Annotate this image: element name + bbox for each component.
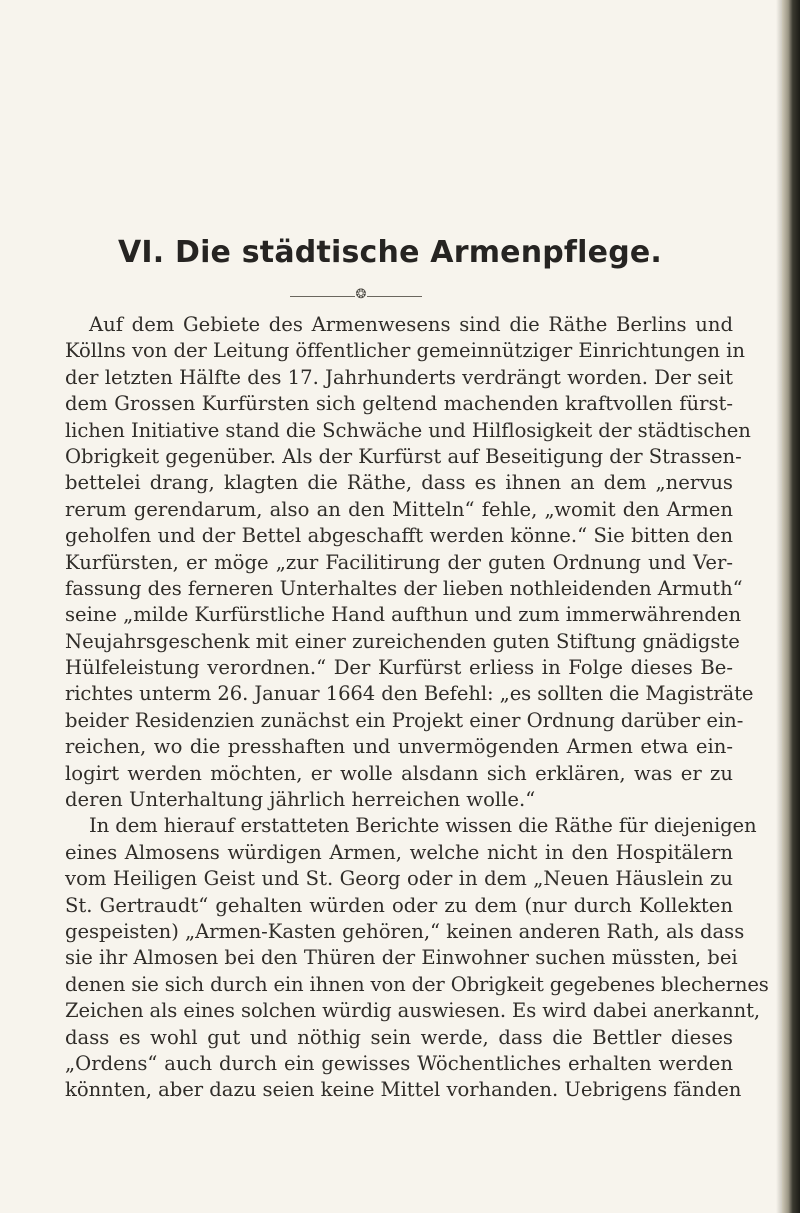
text-line: denen sie sich durch ein ihnen von der Obrigkeit gegebenes blechernes [65, 972, 769, 996]
text-line: „Ordens“ auch durch ein gewisses Wöchentliches erhalten werden [65, 1051, 733, 1075]
text-line: logirt werden möchten, er wolle alsdann sich erklären, was er zu [65, 761, 733, 785]
text-line: rerum gerendarum, also an den Mitteln“ fehle, „womit den Armen [65, 497, 733, 521]
paragraph-1 [65, 312, 754, 813]
book-spine-edge [782, 0, 800, 1213]
text-line: deren Unterhaltung jährlich herreichen wolle.“ [65, 788, 536, 812]
text-line: fassung des ferneren Unterhaltes der lieben nothleidenden Armuth“ [65, 576, 743, 600]
ornament-rule-left [290, 296, 355, 297]
ornament-icon: ❂ [355, 287, 367, 302]
text-line: der letzten Hälfte des 17. Jahrhunderts verdrängt worden. Der seit [65, 365, 733, 389]
text-line: bettelei drang, klagten die Räthe, dass es ihnen an dem „nervus [65, 471, 733, 495]
text-line: geholfen und der Bettel abgeschafft werden könne.“ Sie bitten den [65, 524, 733, 548]
chapter-heading: VI. Die städtische Armenpflege. [117, 235, 663, 270]
text-line: könnten, aber dazu seien keine Mittel vorhanden. Uebrigens fänden [65, 1078, 742, 1102]
text-line: Neujahrsgeschenk mit einer zureichenden guten Stiftung gnädigste [65, 629, 740, 653]
heading-ornament [290, 287, 430, 302]
text-line: Hülfeleistung verordnen.“ Der Kurfürst erliess in Folge dieses Be- [65, 656, 733, 680]
body-text [65, 312, 769, 1104]
text-line: reichen, wo die presshaften und unvermögenden Armen etwa ein- [65, 735, 733, 759]
text-line: gespeisten) „Armen-Kasten gehören,“ keinen anderen Rath, als dass [65, 919, 745, 943]
text-line: richtes unterm 26. Januar 1664 den Befehl: „es sollten die Magisträte [65, 682, 754, 706]
text-line: Kurfürsten, er möge „zur Facilitirung der guten Ordnung und Ver- [65, 550, 733, 574]
text-line: Obrigkeit gegenüber. Als der Kurfürst auf Beseitigung der Strassen- [65, 444, 742, 468]
text-line: sie ihr Almosen bei den Thüren der Einwohner suchen müssten, bei [65, 946, 738, 970]
text-line: dass es wohl gut und nöthig sein werde, dass die Bettler dieses [65, 1025, 733, 1049]
ornament-rule-right [367, 296, 422, 297]
text-line: eines Almosens würdigen Armen, welche nicht in den Hospitälern [65, 840, 733, 864]
paragraph-2 [65, 813, 769, 1103]
text-line: St. Gertraudt“ gehalten würden oder zu dem (nur durch Kollekten [65, 893, 733, 917]
text-line: Zeichen als eines solchen würdig auswiesen. Es wird dabei anerkannt, [65, 999, 760, 1023]
text-line: Köllns von der Leitung öffentlicher gemeinnütziger Einrichtungen in [65, 339, 745, 363]
text-line: In dem hierauf erstatteten Berichte wissen die Räthe für diejenigen [89, 814, 757, 838]
text-line: Auf dem Gebiete des Armenwesens sind die Räthe Berlins und [89, 313, 733, 336]
text-line: beider Residenzien zunächst ein Projekt einer Ordnung darüber ein- [65, 708, 744, 732]
text-line: vom Heiligen Geist und St. Georg oder in dem „Neuen Häuslein zu [65, 867, 733, 891]
text-line: seine „milde Kurfürstliche Hand aufthun und zum immerwährenden [65, 603, 742, 627]
text-line: dem Grossen Kurfürsten sich geltend machenden kraftvollen fürst- [65, 392, 733, 416]
text-line: lichen Initiative stand die Schwäche und Hilflosigkeit der städtischen [65, 418, 751, 442]
